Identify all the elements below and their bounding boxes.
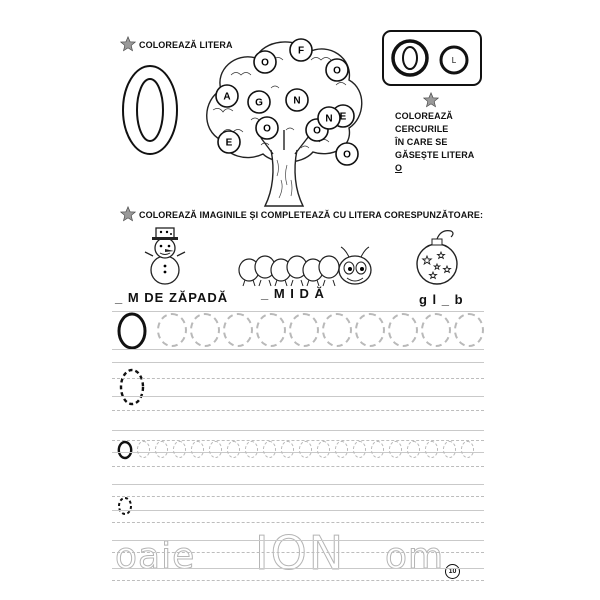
writing-line (112, 496, 484, 497)
instruction-section2: COLOREAZĂ IMAGINILE ȘI COMPLETEAZĂ CU LITERA CORESPUNZĂTOARE: (139, 210, 484, 220)
instruction-color-letter: COLOREAZĂ LITERA (139, 40, 233, 50)
tree-fruit-letter: O (313, 125, 321, 137)
writing-line (112, 362, 484, 363)
model-letter-o-small (117, 440, 133, 460)
writing-line (112, 580, 484, 581)
writing-line (112, 466, 484, 467)
dashed-circle-large (190, 313, 220, 347)
writing-line (112, 396, 484, 397)
dashed-circle-large (157, 313, 187, 347)
writing-line (112, 540, 484, 541)
dashed-circle-small (281, 441, 294, 458)
tree-fruit-letter: E (225, 137, 233, 149)
svg-text:L: L (451, 56, 457, 65)
tree-fruit-letter: E (339, 111, 347, 123)
dashed-circle-small (299, 441, 312, 458)
dashed-circle-small (209, 441, 222, 458)
tree-fruit-letter: A (223, 91, 231, 103)
dashed-circle-small (443, 441, 456, 458)
dashed-circle-small (245, 441, 258, 458)
big-letter-o (115, 60, 185, 160)
trace-word-ion: ION (255, 526, 346, 580)
caption-ornament: g l _ b (419, 292, 464, 307)
ornament-icon (415, 226, 463, 288)
caterpillar-segment (319, 256, 339, 278)
tree-fruit-letter: N (325, 113, 333, 125)
tree-fruit-letter: O (333, 65, 341, 77)
caption-snowman: _ M DE ZĂPADĂ (115, 290, 229, 305)
writing-line (112, 522, 484, 523)
dashed-circle-small (335, 441, 348, 458)
tree-fruit-letter: O (343, 149, 351, 161)
dashed-circle-small (371, 441, 384, 458)
snowman-icon (141, 222, 189, 286)
letter-circles-box (382, 30, 482, 86)
dashed-circle-small (263, 441, 276, 458)
caption-caterpillar: _ M I D Ă (261, 286, 325, 301)
dashed-circle-small (317, 441, 330, 458)
page-number: 10 (445, 564, 460, 579)
dashed-circle-small (407, 441, 420, 458)
dashed-circle-large (289, 313, 319, 347)
dashed-circle-large (388, 313, 418, 347)
writing-line (112, 349, 484, 350)
tree-icon (201, 30, 367, 210)
writing-line (112, 311, 484, 312)
writing-line (112, 410, 484, 411)
trace-word-oaie: oaie (115, 536, 196, 577)
tree-fruit-letter: F (297, 45, 305, 57)
dashed-circle-large (256, 313, 286, 347)
dashed-circle-large (454, 313, 484, 347)
tree-fruit-letter: G (255, 97, 263, 109)
tree-fruit-letter: O (263, 123, 271, 135)
instruction-color-circles: COLOREAZĂ CERCURILE ÎN CARE SE GĂSEȘTE LITERA O (395, 111, 475, 173)
star-icon (120, 206, 136, 222)
dashed-circle-large (322, 313, 352, 347)
dashed-circle-small (461, 441, 474, 458)
dashed-circle-small (155, 441, 168, 458)
dashed-circle-small (353, 441, 366, 458)
trace-letter-o-large (118, 367, 146, 407)
dashed-circle-large (223, 313, 253, 347)
tree-fruit-letter: N (293, 95, 301, 107)
dashed-circle-small (425, 441, 438, 458)
writing-line (112, 568, 484, 569)
dashed-circle-small (137, 441, 150, 458)
trace-word-om: om (385, 536, 445, 577)
writing-line (112, 430, 484, 431)
star-icon (120, 36, 136, 52)
model-letter-o (117, 312, 147, 350)
trace-letter-o-small (117, 496, 133, 516)
caterpillar-icon (237, 242, 387, 290)
writing-line (112, 484, 484, 485)
writing-line (112, 378, 484, 379)
tree-fruit-letter: O (261, 57, 269, 69)
dashed-circle-large (421, 313, 451, 347)
dashed-circle-small (173, 441, 186, 458)
star-icon (423, 92, 439, 108)
writing-line (112, 552, 484, 553)
dashed-circle-large (355, 313, 385, 347)
dashed-circle-small (227, 441, 240, 458)
dashed-circle-small (191, 441, 204, 458)
worksheet-page (97, 0, 509, 600)
writing-line (112, 510, 484, 511)
dashed-circle-small (389, 441, 402, 458)
